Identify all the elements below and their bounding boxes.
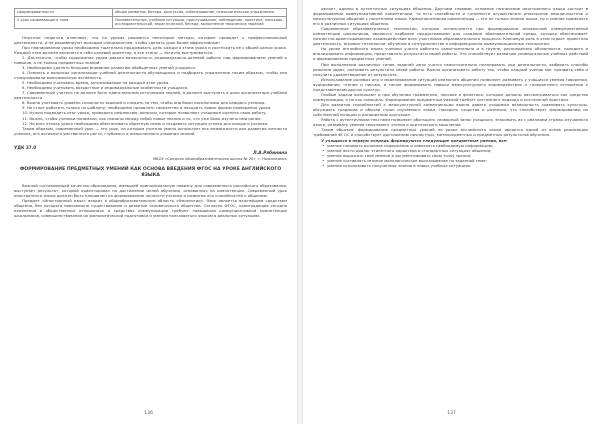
right-page bbox=[303, 0, 600, 424]
list-item: 6. Необходимо учитывать возрастные и индивидуальные особенности учащихся. bbox=[22, 85, 189, 91]
list-item: 5. Необходимо учитывать время, затрачиваемое на каждый этап урока. bbox=[22, 80, 170, 86]
body-paragraph: Важной составляющей качества образования, имеющей принципиальную новизну для современного российского образования, выступает результат, который ориентирован на достижение целей обучения, основанных на компетенции. Современный урок иностранного языка должен быть направлен на формирование личности ученика и развитие его способностей к общению. bbox=[14, 182, 287, 198]
methods-table bbox=[14, 8, 287, 29]
intro-paragraph: При планировании урока необходимо тщательно продумывать цель каждого этапа урока и соотносить её с общей целью урока. Каждый этап должен включать в себя целевой ориентир, а все этапы — логично выстраиваться. bbox=[14, 44, 287, 55]
skills-heading: У учащихся в первую очередь формируются следующие предметные умения, все: bbox=[321, 138, 508, 144]
author-affiliation: МБОУ «Средняя общеобразовательная школа № 20», г. Нижнекамск bbox=[152, 156, 287, 161]
table-cell-stage: сформированности bbox=[15, 9, 113, 17]
skill-item: • умение вести диалог этикетного характера в стандартных ситуациях общения; bbox=[327, 148, 588, 153]
list-item: 10. Нужно подводить итог урока, проводить рефлексию, вопросы, которые позволяют учащимся оценить свою работу. bbox=[22, 110, 267, 116]
table-cell-stage: 5 урок развивающего типа bbox=[15, 16, 113, 28]
body-paragraph: Для развития способностей к межкультурной коммуникации важно давать учащимся возможность сравнивать культуры, обсуждать традиции и обычаи стран изучаемого языка, находить сходства и различия, что способствует формированию их собственной позиции и расширению кругозора. bbox=[313, 101, 588, 117]
table-row bbox=[15, 9, 287, 17]
body-paragraph: Использование ролевых игр и моделирование ситуаций реального общения позволяет развивать у учащихся умения говорения, аудирования, чтения и письма, а также формировать навыки межкультурного взаимодействия и толерантного отношения к представителям других культур. bbox=[313, 76, 588, 92]
skill-item: • умение составлять связное монологическое высказывание по заданной теме; bbox=[327, 158, 588, 163]
closing-paragraph: Таким образом, современный урок — это урок, на котором учитель умело использует все возможности для развития личности ученика, его активного умственного роста, глубокого и осмысленного усвоения знаний. bbox=[14, 125, 287, 136]
list-item: 4. Помнить о вопросах организации учебной деятельности обучающихся и подбирать упражнения таким образом, чтобы они стимулировали максимальную активность. bbox=[14, 70, 287, 81]
list-item: 7. Современный учитель не должен быть единственным источником знаний, а должен выступать в роли организатора учебной деятельности. bbox=[14, 90, 287, 101]
skill-item: • умение использовать полученные знания в новых учебных ситуациях. bbox=[327, 163, 588, 168]
udk-code: УДК 37.0 bbox=[14, 144, 37, 150]
body-paragraph: Предмет «Иностранный язык» входит в общеобразовательную область «Филология». Язык является важнейшим средством общения, без которого невозможно существование и развитие человеческого общества. Согласно ФГОС, происходящие сегодня изменения в общественных отношениях и средствах коммуникации требуют повышения коммуникативной компетенции школьников, совершенствования их филологической подготовки и умения пользоваться языком в реальных ситуациях. bbox=[14, 197, 287, 218]
author-name: Л.А.Рябинина bbox=[253, 150, 287, 156]
skills-list bbox=[313, 143, 588, 168]
body-paragraph: При выполнении различных типов заданий дети учатся самостоятельно планировать ход деятельности, выбирать способы решения задач, оценивать результаты своей работы. Важно организовать работу так, чтобы каждый ученик мог проявить себя и получить удовлетворение от результата. bbox=[313, 61, 588, 77]
right-body bbox=[313, 6, 588, 137]
body-paragraph: Особые задачи возникают и при обучении грамматике, лексике и фонетике, которые должны рассматриваться как средство коммуникации, а не как самоцель. Формирование предметных умений требует системного подхода и постоянной практики. bbox=[313, 91, 588, 102]
skill-item: • умение выражать своё мнение и аргументировать свою точку зрения; bbox=[327, 153, 588, 158]
page-number-left: 136 bbox=[144, 411, 153, 416]
recommendations-list bbox=[14, 55, 287, 126]
skill-item: • умение понимать основное содержание и извлекать необходимую информацию; bbox=[327, 143, 588, 148]
table-cell-methods: общее развитие, беседа, дискуссия, собеседование, психологические упражнения bbox=[112, 9, 286, 17]
list-item: 9. Не стоит работать только по шаблону; необходимо проявлять творчество и находить новые формы проведения урока. bbox=[22, 105, 272, 111]
article-body bbox=[14, 183, 287, 218]
body-paragraph: На уроке английского языка ученики учатся работать самостоятельно и в группе, распределять обязанности, находить и анализировать информацию, представлять результаты своей работы. Это способствует развитию универсальных учебных действий и формированию предметных умений. bbox=[313, 46, 588, 62]
left-page bbox=[0, 0, 297, 424]
list-item: 8. Важно учитывать уровень сложности заданий и следить за тем, чтобы они были посильными для каждого ученика. bbox=[22, 100, 266, 106]
body-paragraph: Таким образом, формирование предметных умений на уроке английского языка является одной из основ реализации требований ФГОС и способствует достижению личностных, метапредметных и предметных результатов обучения. bbox=[313, 127, 588, 138]
list-item: 2. Достаточно, чтобы содержание урока давало возможность индивидуально-целевой работы над формированием умений и навыков, а не только предметных знаний. bbox=[14, 54, 287, 66]
table-row bbox=[15, 16, 287, 28]
list-item: 12. На всех этапах урока необходимо обеспечивать обратную связь и создавать ситуации успеха для каждого ученика. bbox=[22, 120, 269, 126]
body-paragraph: Работа с аутентичными текстами позволяет обогащать словарный запас учащихся, знакомить их с реалиями страны изучаемого языка, развивать умения смыслового чтения и критического мышления. bbox=[313, 117, 588, 128]
intro-paragraph: Опытные педагоги отмечают, что на уроках решаются некоторые методы, которые приводят к профессиональной деятельности, и не рекомендуют молодым специалистам, чтобы сделать урок более эффективным: bbox=[14, 34, 287, 45]
table-cell-methods: Познавательные, учебные ситуации, прослушивание, наблюдение, практика, поисково-исследовательский, эвристический, беседа, выполнение творческих заданий bbox=[112, 16, 286, 28]
list-item: 3. Необходимо уделять большое внимание развитию обобщённых умений учащихся. bbox=[22, 65, 196, 71]
body-paragraph: делает, однако в аутентичных ситуациях общения. Другими словами, основное назначение иностранного языка состоит в формировании коммуникативной компетенции, то есть способности и готовности осуществлять иноязычное межличностное и межкультурное общение с носителями языка. Коммуникативная компетенция — это не только знание языка, но и умение применять его в различных ситуациях общения. bbox=[313, 6, 588, 27]
body-paragraph: Современные образовательные технологии, которые используются при формировании иноязычной коммуникативной компетенции школьников, являются наиболее продуктивными для создания образовательной среды, которая обеспечивает личностно-ориентированное взаимодействие всех участников образовательного процесса. Ключевую роль в этом играет проектная деятельность, игровые технологии, обучение в сотрудничестве и информационно-коммуникационные технологии. bbox=[313, 26, 588, 47]
page-number-right: 137 bbox=[447, 411, 456, 416]
list-item: 11. Важно, чтобы ученики понимали, как связаны между собой новые знания и то, что уже было изучено ими ранее. bbox=[22, 115, 262, 121]
article-title: ФОРМИРОВАНИЕ ПРЕДМЕТНЫХ УМЕНИЙ КАК ОСНОВА ВВЕДЕНИЯ ФГОС НА УРОКЕ АНГЛИЙСКОГО ЯЗЫКА bbox=[19, 166, 282, 178]
intro-paragraphs bbox=[14, 35, 287, 55]
